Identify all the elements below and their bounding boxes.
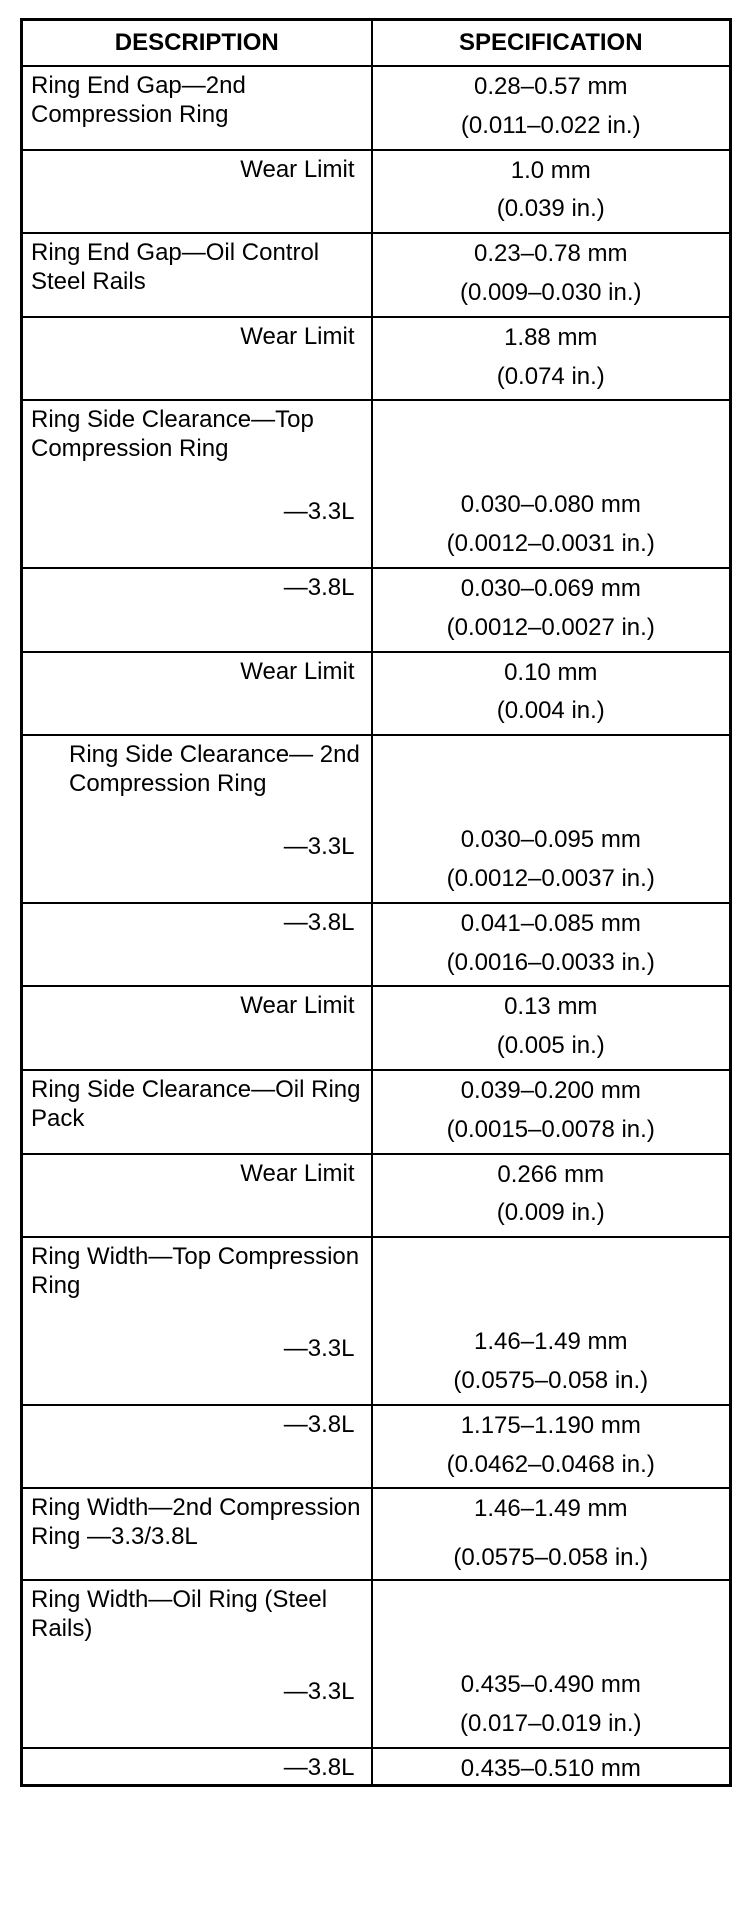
spec-metric: 0.039–0.200 mm <box>460 1076 641 1104</box>
specification-cell <box>372 1070 731 1154</box>
spec-metric: 0.23–0.78 mm <box>474 240 628 268</box>
spec-table <box>20 18 732 1787</box>
table-row <box>22 1237 731 1405</box>
description-cell <box>22 233 372 317</box>
description-sub: —3.8L <box>283 1753 355 1781</box>
specification-cell <box>372 1154 731 1238</box>
spec-imperial: (0.017–0.019 in.) <box>460 1710 642 1738</box>
table-row <box>22 1488 731 1580</box>
description-cell <box>22 1405 372 1489</box>
spec-metric: 0.030–0.080 mm <box>460 491 641 519</box>
spec-imperial: (0.005 in.) <box>496 1032 605 1060</box>
specification-cell <box>372 150 731 234</box>
specification-cell <box>372 1405 731 1489</box>
specification-cell <box>372 568 731 652</box>
spec-metric: 1.46–1.49 mm <box>474 1495 628 1523</box>
description-cell <box>22 66 372 150</box>
table-row <box>22 150 731 234</box>
description-cell <box>22 1070 372 1154</box>
spec-imperial: (0.0016–0.0033 in.) <box>446 948 655 976</box>
description-cell <box>22 317 372 401</box>
spec-metric: 1.46–1.49 mm <box>474 1328 628 1356</box>
table-row <box>22 1154 731 1238</box>
description-text: Ring Width—Oil Ring (Steel Rails) <box>31 1586 328 1643</box>
spec-metric: 0.13 mm <box>504 993 598 1021</box>
specification-cell <box>372 233 731 317</box>
description-sub: —3.8L <box>283 1410 355 1438</box>
spec-metric: 0.266 mm <box>497 1160 605 1188</box>
table-row <box>22 66 731 150</box>
description-cell <box>22 568 372 652</box>
table-row <box>22 233 731 317</box>
specification-cell <box>372 1580 731 1748</box>
table-row <box>22 735 731 903</box>
description-sub: Wear Limit <box>240 155 355 183</box>
description-sub: Wear Limit <box>240 322 355 350</box>
spec-imperial: (0.039 in.) <box>496 195 605 223</box>
spec-imperial: (0.0012–0.0027 in.) <box>446 613 655 641</box>
specification-cell <box>372 66 731 150</box>
header-specification: SPECIFICATION <box>372 20 731 67</box>
table-row <box>22 400 731 568</box>
spec-imperial: (0.0575–0.058 in.) <box>453 1544 649 1572</box>
table-row <box>22 1405 731 1489</box>
specification-cell <box>372 735 731 903</box>
table-row <box>22 1748 731 1786</box>
specification-cell <box>372 986 731 1070</box>
spec-metric: 1.88 mm <box>504 323 598 351</box>
spec-imperial: (0.009–0.030 in.) <box>460 278 642 306</box>
specification-cell <box>372 1748 731 1786</box>
spec-imperial: (0.004 in.) <box>496 697 605 725</box>
description-sub: Wear Limit <box>240 657 355 685</box>
spec-metric: 0.435–0.490 mm <box>460 1671 641 1699</box>
spec-metric: 1.175–1.190 mm <box>460 1411 641 1439</box>
spec-imperial: (0.009 in.) <box>496 1199 605 1227</box>
specification-cell <box>372 903 731 987</box>
spec-metric: 0.030–0.095 mm <box>460 826 641 854</box>
description-cell <box>22 1580 372 1748</box>
spec-imperial: (0.0015–0.0078 in.) <box>446 1115 655 1143</box>
spec-imperial: (0.0462–0.0468 in.) <box>446 1450 655 1478</box>
description-cell <box>22 1237 372 1405</box>
header-row <box>22 20 731 67</box>
description-text: Ring Side Clearance—Top Compression Ring <box>31 406 314 463</box>
description-sub: —3.3L <box>283 497 355 525</box>
description-sub: Wear Limit <box>240 992 355 1020</box>
description-cell <box>22 903 372 987</box>
spec-metric: 0.10 mm <box>504 658 598 686</box>
description-cell <box>22 735 372 903</box>
spec-metric: 0.041–0.085 mm <box>460 909 641 937</box>
spec-imperial: (0.074 in.) <box>496 362 605 390</box>
description-cell <box>22 986 372 1070</box>
specification-cell <box>372 400 731 568</box>
spec-metric: 0.28–0.57 mm <box>474 73 628 100</box>
description-text: Ring Width—Top Compression Ring <box>31 1243 360 1299</box>
table-row <box>22 652 731 736</box>
description-text: Ring Width—2nd Compression Ring —3.3/3.8L <box>31 1494 361 1551</box>
description-sub: —3.3L <box>283 1334 355 1362</box>
description-cell <box>22 400 372 568</box>
specification-cell <box>372 1488 731 1580</box>
spec-metric: 0.435–0.510 mm <box>460 1754 641 1782</box>
table-row <box>22 1580 731 1748</box>
description-cell <box>22 1488 372 1580</box>
description-text: Ring Side Clearance—Oil Ring Pack <box>31 1075 361 1132</box>
description-cell <box>22 652 372 736</box>
specification-cell <box>372 652 731 736</box>
description-sub: —3.8L <box>283 908 355 936</box>
spec-metric: 1.0 mm <box>510 156 591 184</box>
spec-imperial: (0.011–0.022 in.) <box>460 111 641 139</box>
description-text: Ring Side Clearance— 2nd Compression Ring <box>69 741 360 797</box>
description-cell <box>22 1154 372 1238</box>
table-row <box>22 1070 731 1154</box>
table-row <box>22 986 731 1070</box>
specification-cell <box>372 317 731 401</box>
table-row <box>22 903 731 987</box>
description-sub: Wear Limit <box>240 1159 355 1187</box>
spec-imperial: (0.0012–0.0037 in.) <box>446 864 655 892</box>
table-row <box>22 568 731 652</box>
spec-imperial: (0.0575–0.058 in.) <box>453 1366 649 1394</box>
description-sub: —3.8L <box>283 573 355 601</box>
description-text: Ring End Gap—Oil Control Steel Rails <box>31 239 320 295</box>
table-row <box>22 317 731 401</box>
description-sub: —3.3L <box>283 1677 355 1705</box>
description-cell <box>22 150 372 234</box>
description-cell <box>22 1748 372 1786</box>
header-description: DESCRIPTION <box>22 20 372 67</box>
spec-imperial: (0.0012–0.0031 in.) <box>446 530 655 558</box>
spec-metric: 0.030–0.069 mm <box>460 574 641 602</box>
description-sub: —3.3L <box>283 832 355 860</box>
description-text: Ring End Gap—2nd Compression Ring <box>31 72 246 128</box>
specification-cell <box>372 1237 731 1405</box>
